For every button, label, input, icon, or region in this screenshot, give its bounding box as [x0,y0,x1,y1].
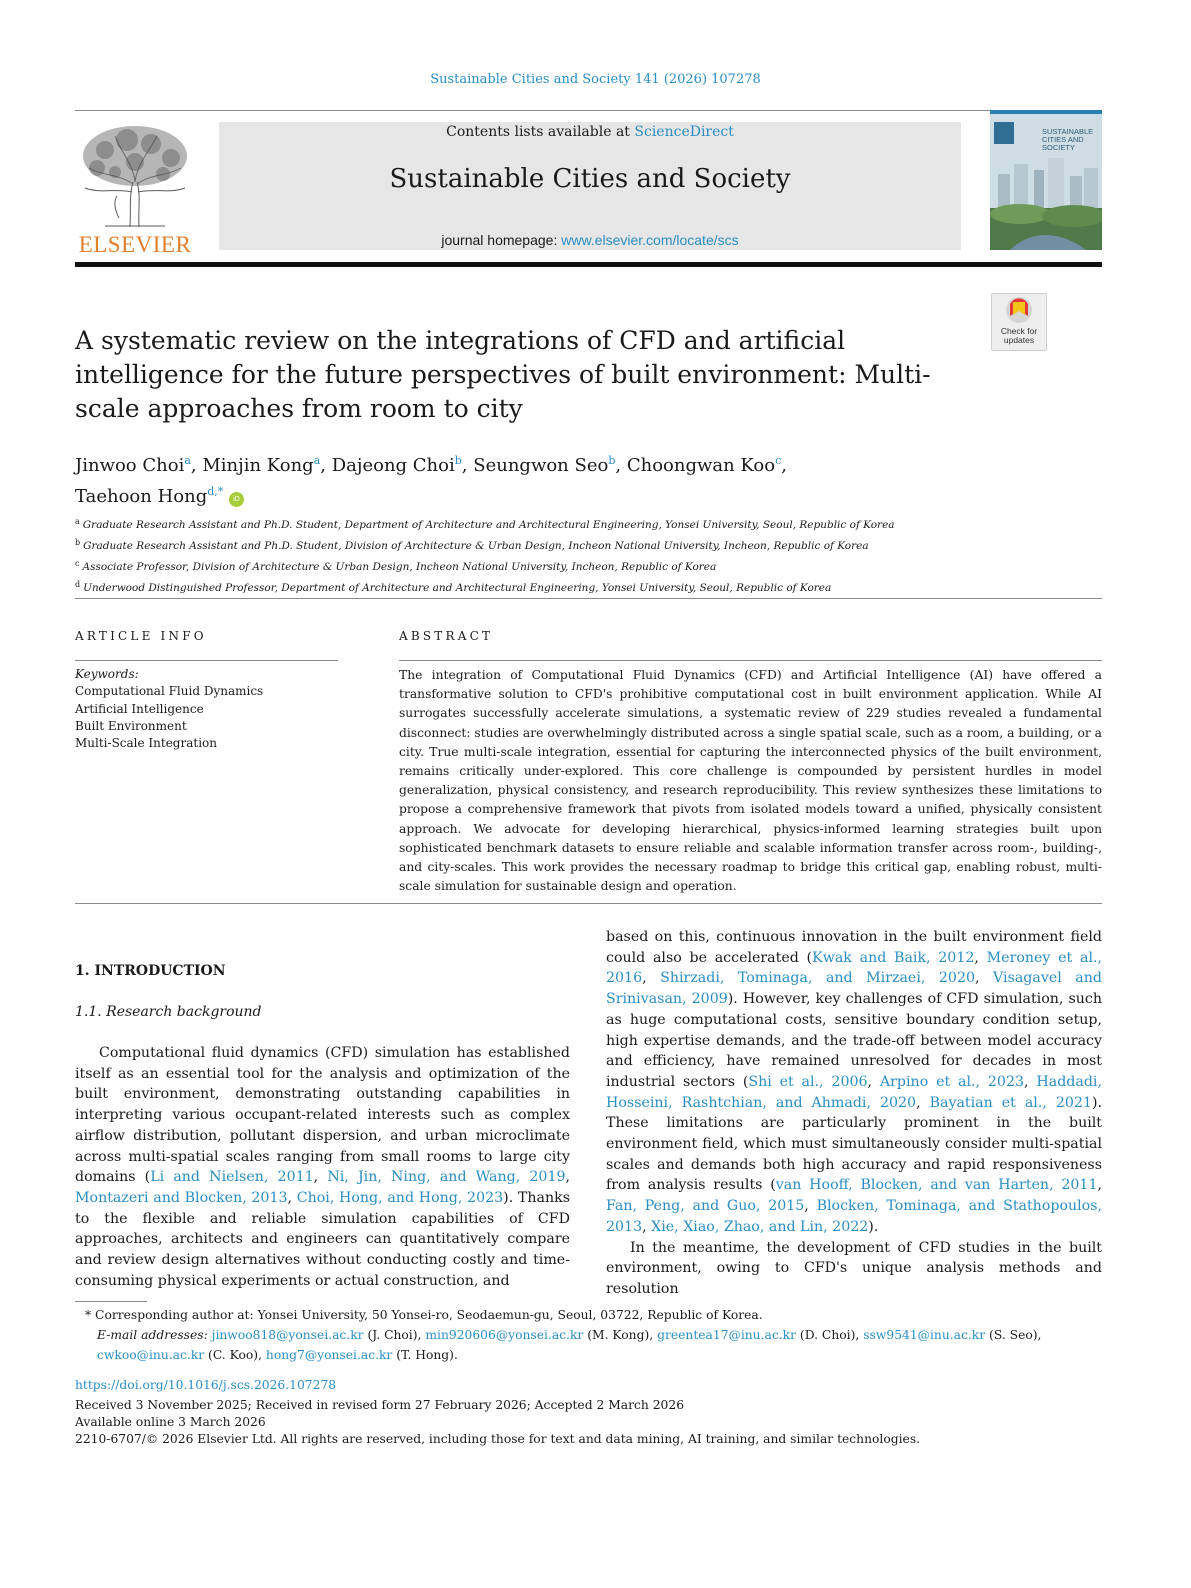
affiliation-sup: b [75,538,81,547]
journal-cover-image [990,110,1102,250]
corresponding-author-note: * Corresponding author at: Yonsei University, 50 Yonsei-ro, Seodaemun-gu, Seoul, 03722, Republic of Korea. [85,1308,763,1322]
body-text: , [804,1198,817,1215]
subsection-heading: 1.1. Research background [75,1004,262,1020]
email-owner: (M. Kong), [587,1328,654,1342]
author-name: Taehoon Hong [75,486,208,507]
abstract-heading: ABSTRACT [399,629,494,643]
body-text: , [1097,1177,1102,1194]
body-text: , [642,970,661,987]
author-affiliation-sup[interactable]: c [775,454,782,467]
body-text: , [975,970,994,987]
email-owner: (J. Choi), [367,1328,422,1342]
affiliation-item [75,534,1075,555]
orcid-icon[interactable]: iD [229,492,244,507]
citation-link[interactable]: Shirzadi, Tominaga, and Mirzaei, 2020 [660,970,975,987]
email-link[interactable]: ssw9541@inu.ac.kr [863,1328,986,1342]
copyright-line: 2210-6707/© 2026 Elsevier Ltd. All rights are reserved, including those for text and data mining, AI training, and similar technologies. [75,1432,921,1446]
author-name: Seungwon Seo [473,455,609,476]
citation-link[interactable]: Blocken, Tominaga, and Stathopoulos, 2013 [606,1198,1102,1235]
affiliation-sup: c [75,559,80,568]
footnotes [75,1305,1102,1365]
author-name: Minjin Kong [202,455,314,476]
affiliation-text: Associate Professor, Division of Architecture & Urban Design, Incheon National University, Incheon, Republic of Korea [82,561,717,573]
author-name: Dajeong Choi [331,455,455,476]
email-link[interactable]: jinwoo818@yonsei.ac.kr [211,1328,364,1342]
body-text: ). However, key challenges of CFD simulation, such as huge computational costs, sensitive boundary condition setup, high expertise demands, and the trade-off between model accuracy and efficiency, have remained unresolved for decades in most industrial sectors ( [606,991,1102,1090]
affiliation-item [75,513,1075,534]
body-text: ). These limitations are particularly prominent in the built environment field, which must simultaneously consider multi-spatial scales and demands both high accuracy and rapid responsiveness from analysis results ( [606,1094,1102,1194]
body-text: ). Thanks to the flexible and reliable simulation capabilities of CFD approaches, architects and engineers can quantitatively compare and review design alternatives without conducting costly and time-consuming physical experiments or actual construction, and [75,1189,570,1289]
abstract-rule [399,660,1102,661]
email-link[interactable]: hong7@yonsei.ac.kr [265,1348,393,1362]
author-name: Jinwoo Choi [75,455,185,476]
citation-link[interactable]: Meroney et al., 2016 [606,949,1103,987]
email-link[interactable]: min920606@yonsei.ac.kr [425,1328,584,1342]
author-affiliation-sup[interactable]: d,* [207,485,224,498]
sciencedirect-link[interactable]: ScienceDirect [634,124,734,140]
body-paragraph [606,927,1102,1238]
footnote-rule [75,1301,147,1302]
section-rule [75,598,1102,599]
cover-title-line: SOCIETY [1042,143,1075,152]
author-list: Jinwoo Choi$^a$, Minjin Kong$^a$, Dajeong Choi$^b$, Seungwon Seo$^b$, Choongwan Koo$^c$, Taehoon Hong$^{d,*}$ iD [75,454,787,507]
body-text: , [916,1094,930,1111]
contents-prefix: Contents lists available at [446,124,630,140]
body-paragraph [606,1238,1102,1300]
citation-link[interactable]: Li and Nielsen, 2011 [150,1169,314,1186]
affiliation-sup: a [75,517,80,526]
keyword-item: Artificial Intelligence [75,701,204,716]
citation-link[interactable]: Visagavel and Srinivasan, 2009 [606,970,1102,1008]
citation-link[interactable]: Shi et al., 2006 [748,1073,868,1090]
affiliation-list [75,513,1075,597]
email-owner: (D. Choi), [799,1328,860,1342]
email-link[interactable]: greentea17@inu.ac.kr [657,1328,796,1342]
affiliation-item [75,576,1075,597]
email-owner: (S. Seo), [989,1328,1042,1342]
keywords-label: Keywords: [75,667,139,681]
body-text: , [642,1218,652,1235]
body-text: , [867,1073,880,1090]
email-label: E-mail addresses: [97,1328,208,1342]
article-info-rule [75,660,338,661]
body-text: , [974,949,987,966]
body-text: Computational fluid dynamics (CFD) simulation has established itself as an essential tool for the analysis and optimization of the built environment, demonstrating outstanding capabilities in interpreting various occupant-related interests such as complex airflow distribution, pollutant dispersion, and urban microclimate across multi-spatial scales ranging from small rooms to large city domains ( [75,1045,570,1186]
article-info-heading: ARTICLE INFO [75,629,207,643]
contents-line [219,124,961,140]
keyword-item: Built Environment [75,718,187,733]
body-column-left [75,1043,570,1291]
citation-link[interactable]: Ni, Jin, Ning, and Wang, 2019 [327,1169,566,1186]
check-for-updates-label: Check for updates [1000,326,1038,345]
received-dates: Received 3 November 2025; Received in revised form 27 February 2026; Accepted 2 March 2026 [75,1398,685,1412]
section-heading: 1. INTRODUCTION [75,963,226,979]
citation-link[interactable]: Kwak and Baik, 2012 [812,949,975,966]
check-for-updates-badge[interactable] [991,293,1047,351]
citation-link[interactable]: Montazeri and Blocken, 2013 [75,1189,288,1206]
email-owner: (T. Hong). [396,1348,458,1362]
journal-masthead [219,122,961,250]
cover-title-line: CITIES AND [1042,135,1084,144]
keyword-item: Multi-Scale Integration [75,736,217,751]
citation-link[interactable]: Arpino et al., 2023 [879,1073,1025,1090]
body-text: , [1024,1073,1037,1090]
body-text: based on this, continuous innovation in the built environment field could also be accelerated ( [606,929,1102,966]
email-owner: (C. Koo), [208,1348,262,1362]
doi-link[interactable]: https://doi.org/10.1016/j.scs.2026.107278 [75,1378,337,1392]
citation-link[interactable]: van Hooff, Blocken, and van Harten, 2011 [775,1177,1098,1194]
citation-link[interactable]: Fan, Peng, and Guo, 2015 [606,1198,805,1215]
cover-title-line: SUSTAINABLE [1042,127,1094,136]
affiliation-text: Graduate Research Assistant and Ph.D. Student, Department of Architecture and Architectural Engineering, Yonsei University, Seoul, Republic of Korea [82,519,895,531]
citation-link[interactable]: Xie, Xiao, Zhao, and Lin, 2022 [651,1218,869,1235]
article-title: A systematic review on the integrations of CFD and artificial intelligence for the future perspectives of built environment: Multi-scale approaches from room to city [75,326,931,423]
author-name: Choongwan Koo [626,455,776,476]
homepage-prefix: journal homepage: [441,232,558,248]
header-rule [75,110,1102,111]
journal-reference-link[interactable]: Sustainable Cities and Society 141 (2026) 107278 [430,72,761,87]
author-affiliation-sup[interactable]: b [608,454,616,467]
email-addresses [75,1325,1102,1365]
body-paragraph [75,1043,570,1291]
body-text: , [565,1169,571,1186]
citation-link[interactable]: Choi, Hong, and Hong, 2023 [296,1189,504,1206]
citation-link[interactable]: Bayatian et al., 2021 [929,1094,1092,1111]
body-text: In the meantime, the development of CFD studies in the built environment, owing to CFD's unique analysis methods and resolution [606,1239,1102,1297]
body-text: ). [868,1218,879,1235]
homepage-line [219,232,961,248]
article-history [75,1397,920,1448]
body-text: , [313,1169,328,1186]
affiliation-item [75,555,1075,576]
homepage-link[interactable]: www.elsevier.com/locate/scs [561,232,739,248]
journal-title: Sustainable Cities and Society [389,164,791,194]
author-affiliation-sup[interactable]: a [313,454,321,467]
body-text: , [287,1189,297,1206]
author-affiliation-sup[interactable]: b [454,454,462,467]
publisher-wordmark: ELSEVIER [78,232,192,257]
affiliation-text: Graduate Research Assistant and Ph.D. Student, Division of Architecture & Urban Design, Incheon National University, Incheon, Republic of Korea [83,540,869,552]
email-link[interactable]: cwkoo@inu.ac.kr [97,1348,205,1362]
body-column-right [606,927,1102,1300]
author-affiliation-sup[interactable]: a [184,454,191,467]
citation-link[interactable]: Haddadi, Hosseini, Rashtchian, and Ahmadi, 2020 [606,1073,1102,1111]
affiliation-sup: d [75,580,81,589]
affiliation-text: Underwood Distinguished Professor, Department of Architecture and Architectural Engineering, Yonsei University, Seoul, Republic of Korea [83,582,832,594]
keywords-block [75,666,263,752]
keyword-item: Computational Fluid Dynamics [75,684,264,699]
header-thick-rule [75,262,1102,267]
section-rule [75,903,1102,904]
abstract-text: The integration of Computational Fluid Dynamics (CFD) and Artificial Intelligence (AI) have offered a transformative solution to CFD's prohibitive computational cost in built environment application. While AI surrogates successfully accelerate simulations, a systematic review of 229 studies revealed a fundamental disconnect: studies are overwhelmingly distributed across a single spatial scale, such as a room, a building, or a city. True multi-scale integration, essential for capturing the interconnected physics of the built environment, remains critically under-explored. This core challenge is compounded by persistent hurdles in model generalization, physical consistency, and research reproducibility. This review synthesizes these limitations to propose a comprehensive framework that pivots from isolated models toward a unified, physically consistent approach. We advocate for developing hierarchical, physics-informed learning strategies built upon sophisticated benchmark datasets to ensure reliable and scalable information transfer across room-, building-, and city-scales. This work provides the necessary roadmap to bridge this critical gap, enabling robust, multi-scale simulation for sustainable design and operation. [399,668,1102,894]
available-online: Available online 3 March 2026 [75,1415,266,1429]
